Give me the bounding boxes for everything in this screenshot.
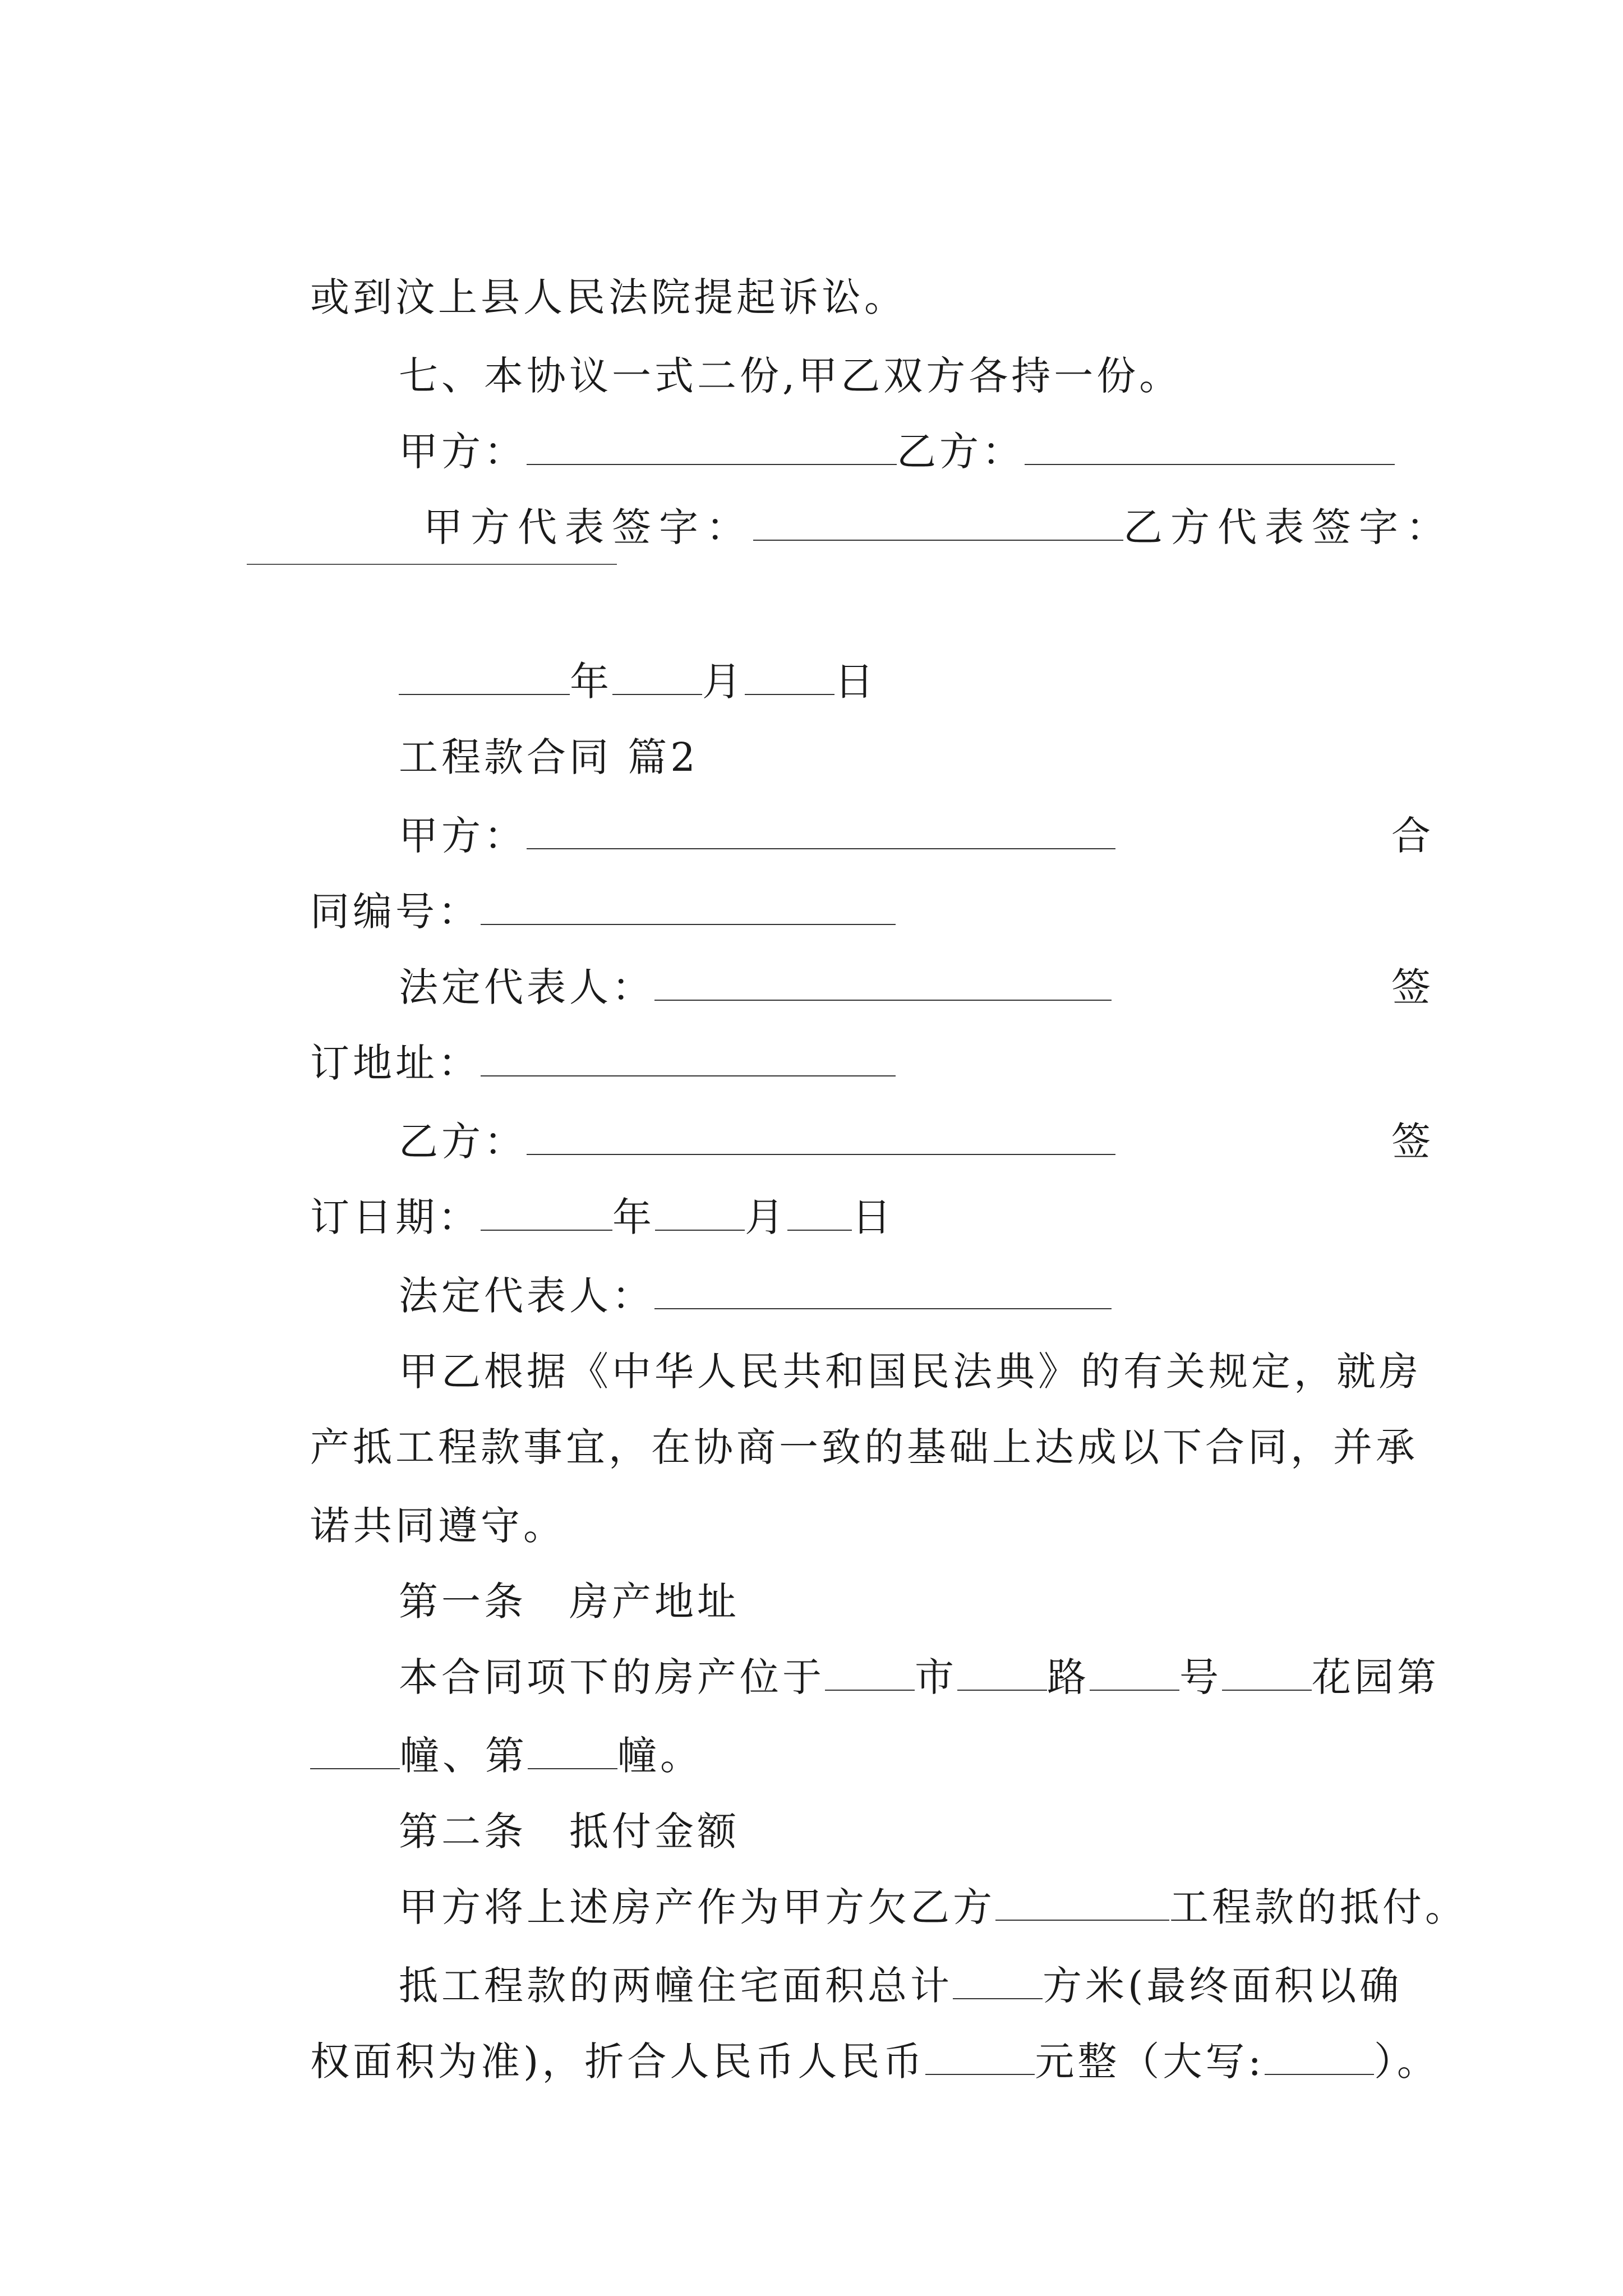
- price-uppercase-blank: [1265, 2039, 1374, 2075]
- price-blank: [925, 2039, 1035, 2075]
- text: 幢、第: [400, 1733, 528, 1779]
- text: ）。: [1373, 2039, 1440, 2085]
- day-blank: [745, 659, 834, 695]
- text: 第二条 抵付金额: [399, 1809, 740, 1855]
- contract-number-label: 同编号：: [310, 889, 481, 935]
- party-b-rep-label: 乙方代表签字：: [1123, 504, 1454, 550]
- number-blank: [1090, 1655, 1179, 1691]
- party-a-label: 甲方：: [399, 813, 527, 859]
- text: 合: [1391, 813, 1431, 859]
- text: 签: [1391, 1119, 1431, 1165]
- day-label: 日: [852, 1194, 895, 1240]
- text: 产抵工程款事宜，在协商一致的基础上达成以下合同，并承: [310, 1424, 1419, 1470]
- legal-rep-label: 法定代表人：: [399, 964, 655, 1010]
- party-a-rep-label: 甲方代表签字：: [423, 504, 754, 550]
- day-label: 日: [834, 659, 878, 705]
- text: 第一条 房产地址: [399, 1579, 740, 1625]
- paragraph-line: [247, 1977, 1440, 2146]
- wrapped-char: [1341, 1057, 1431, 1226]
- garden-blank: [1222, 1655, 1312, 1691]
- party-b-label: 乙方：: [399, 1119, 527, 1165]
- text: 甲方将上述房产作为甲方欠乙方: [399, 1884, 996, 1930]
- text: 路: [1047, 1654, 1090, 1700]
- month-label: 月: [745, 1194, 788, 1240]
- party-a-rep-blank: [753, 505, 1123, 541]
- text: 签: [1391, 964, 1431, 1010]
- wrapped-char: [1341, 752, 1431, 920]
- text: 元整（大写:: [1035, 2039, 1265, 2085]
- signature-line: [342, 443, 1453, 611]
- text: 抵工程款的两幢住宅面积总计: [399, 1963, 953, 2009]
- text: 花园第: [1312, 1654, 1440, 1700]
- text: 或到汶上县人民法院提起诉讼。: [310, 274, 907, 320]
- party-b-rep-blank: [247, 564, 617, 565]
- text: 方米(最终面积以确: [1043, 1963, 1403, 2009]
- wrapped-char: [1341, 903, 1431, 1071]
- text: 工程款的抵付。: [1169, 1884, 1468, 1930]
- month-label: 月: [702, 659, 745, 705]
- text: 本合同项下的房产位于: [399, 1654, 826, 1700]
- legal-rep-label: 法定代表人：: [399, 1273, 655, 1319]
- city-blank: [825, 1655, 915, 1691]
- sign-date-label: 订日期：: [310, 1194, 481, 1240]
- text: 幢。: [617, 1733, 703, 1779]
- year-label: 年: [612, 1194, 656, 1240]
- text: 市: [915, 1654, 958, 1700]
- text: 权面积为准)，折合人民币人民币: [310, 2039, 926, 2085]
- year-label: 年: [570, 659, 613, 705]
- road-blank: [957, 1655, 1047, 1691]
- text: 七、本协议一式二份,甲乙双方各持一份。: [399, 353, 1182, 399]
- text: 甲乙根据《中华人民共和国民法典》的有关规定，就房: [399, 1349, 1422, 1395]
- text: 号: [1179, 1654, 1223, 1700]
- sign-address-label: 订地址：: [310, 1040, 481, 1086]
- heading-text: 工程款合同 篇2: [399, 734, 699, 780]
- party-b-label: 乙方：: [897, 429, 1025, 475]
- party-a-label: 甲方：: [399, 429, 527, 475]
- text: 诺共同遵守。: [310, 1503, 566, 1549]
